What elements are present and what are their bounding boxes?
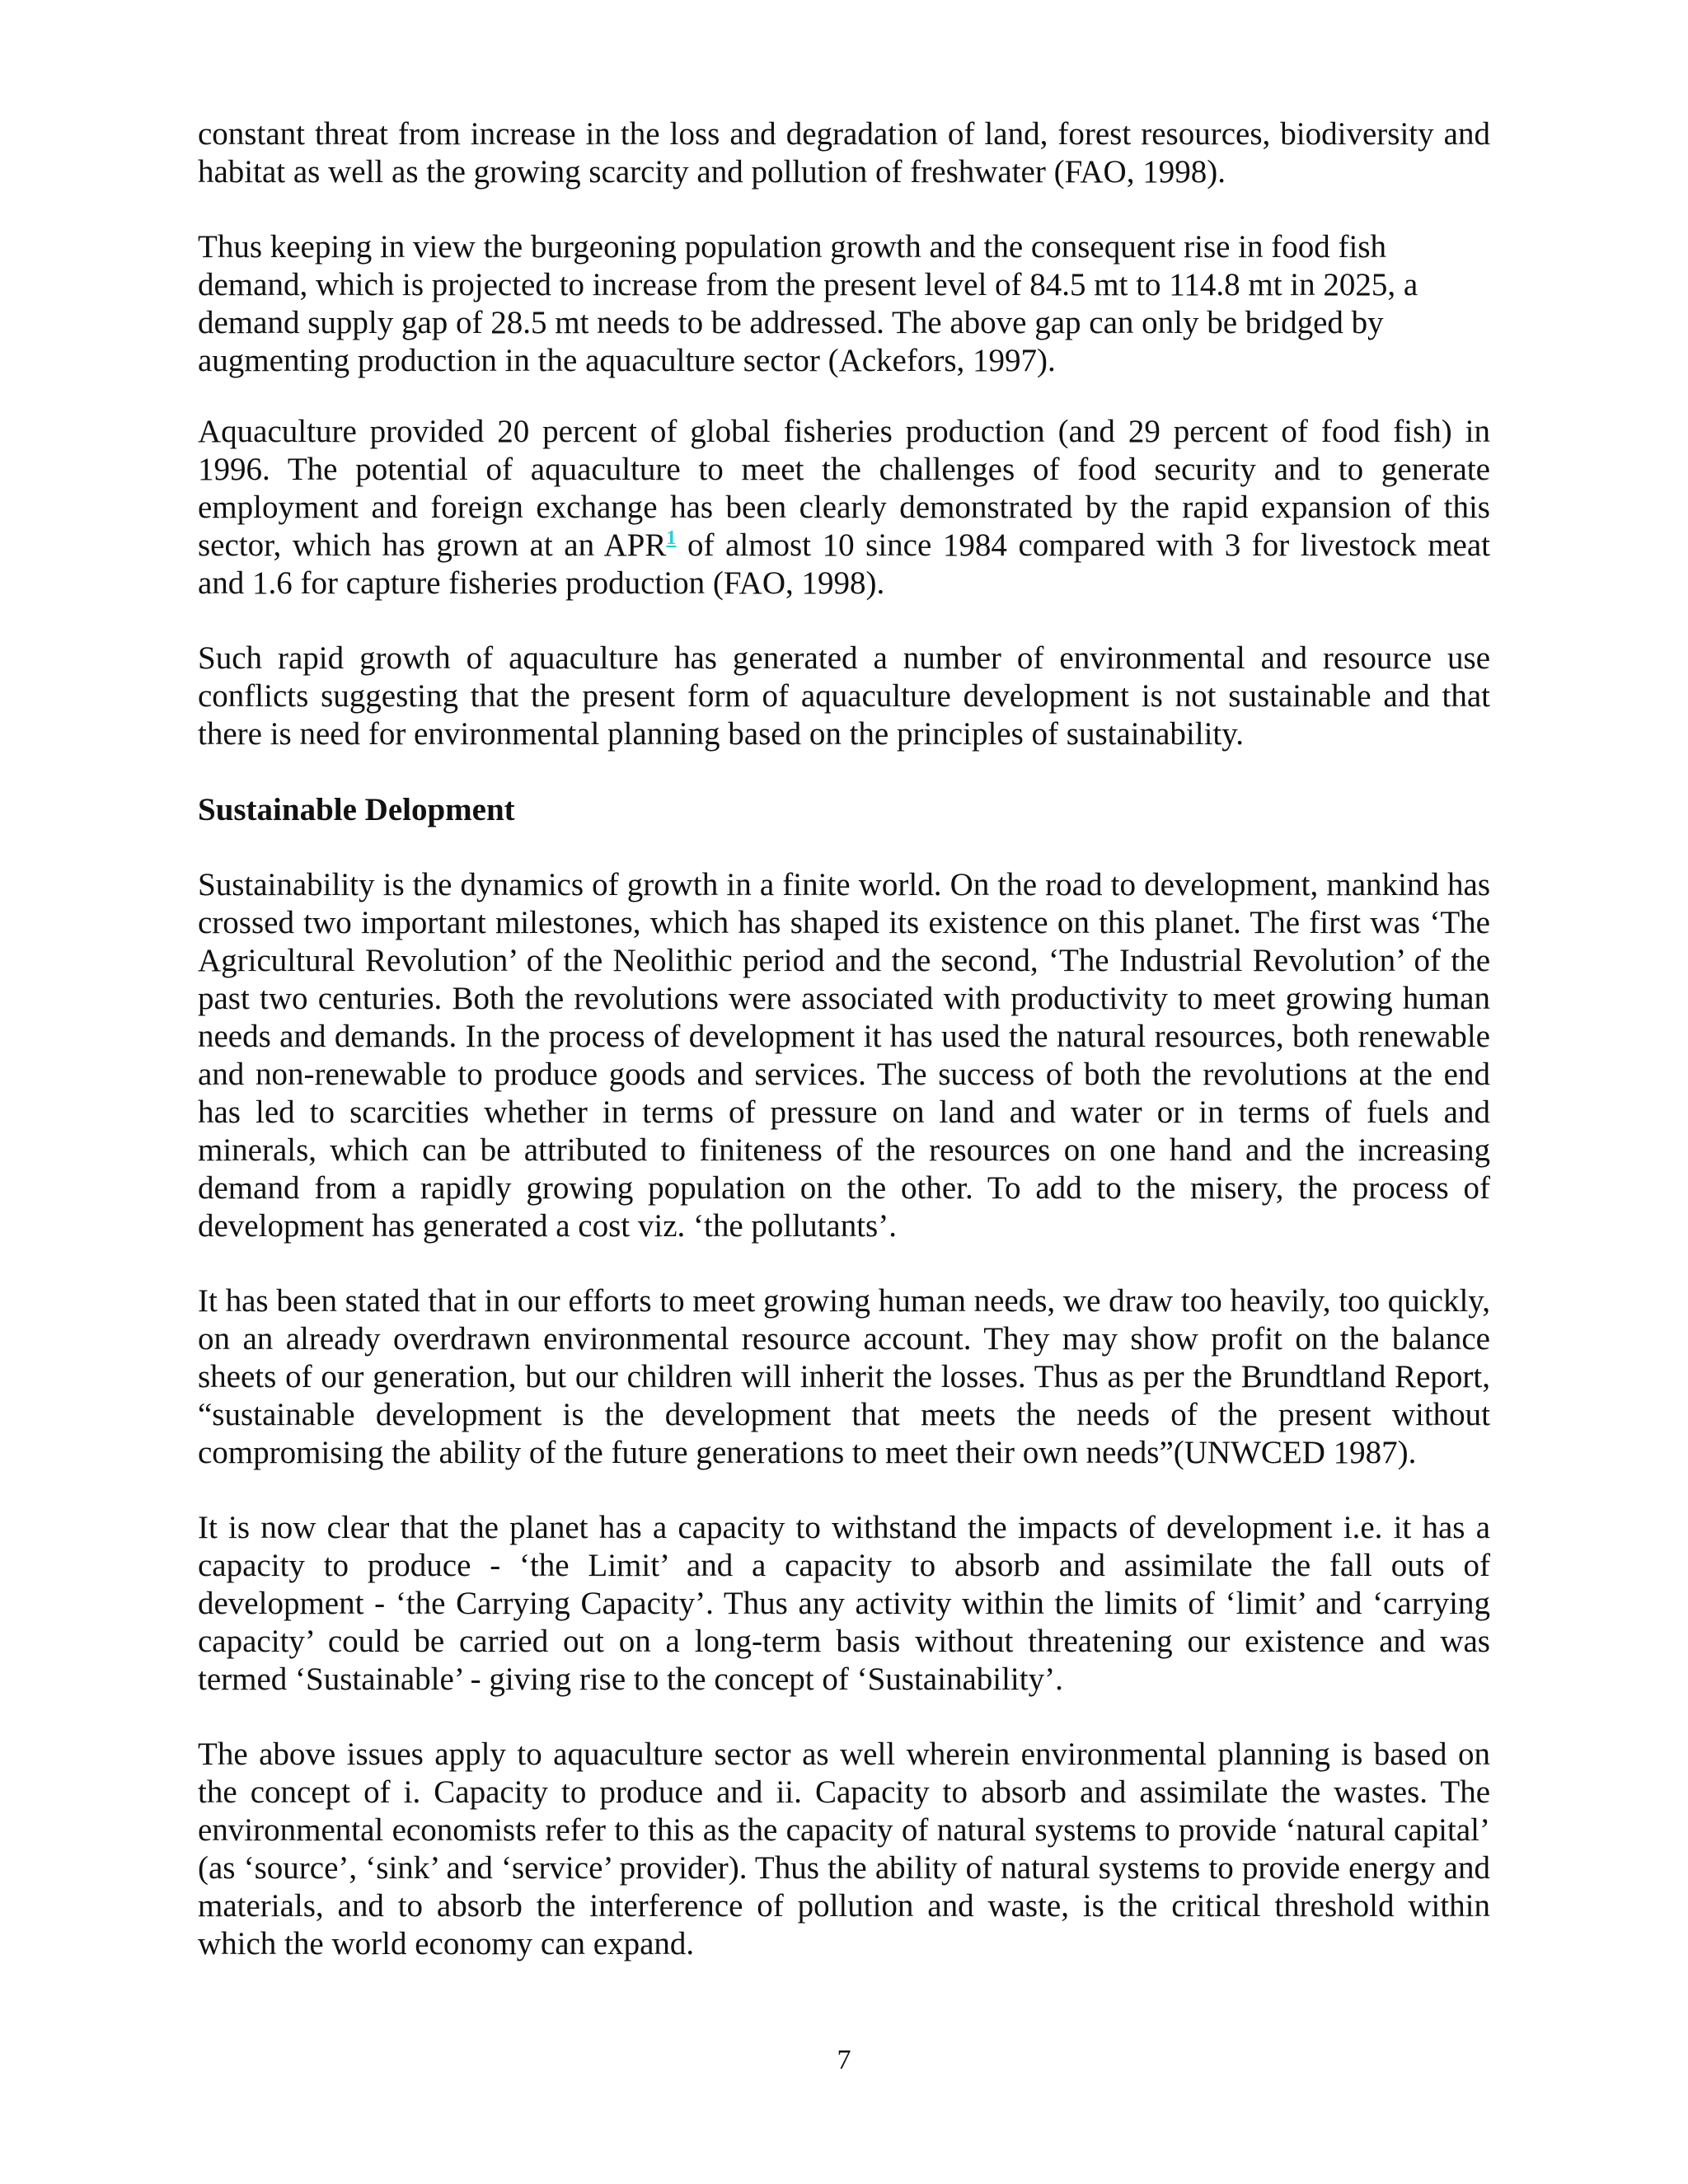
section-heading: Sustainable Delopment bbox=[198, 792, 515, 827]
footnote-link[interactable]: 1 bbox=[666, 527, 677, 549]
paragraph-carrying-capacity: It is now clear that the planet has a capacity to withstand the impacts of development i.e. it has a capacity to produce - ‘the Limit’ and a capacity to absorb and assimilate the fall outs of development - ‘the Carrying Capacity’. Thus any activity within the limits of ‘limit’ and ‘carrying capacity’ could be carried out on a long-term basis without threatening our existence and was termed ‘Sustainable’ - giving rise to the concept of ‘Sustainability’. bbox=[198, 1510, 1490, 1697]
paragraph-freshwater-threat: constant threat from increase in the loss and degradation of land, forest resources, biodiversity and habitat as well as the growing scarcity and pollution of freshwater (FAO, 1998). bbox=[198, 116, 1490, 190]
paragraph-rapid-growth: Such rapid growth of aquaculture has generated a number of environmental and resource use conflicts suggesting that the present form of aquaculture development is not sustainable and that there is need for environmental planning based on the principles of sustainability. bbox=[198, 640, 1490, 752]
paragraph-brundtland: It has been stated that in our efforts to meet growing human needs, we draw too heavily, too quickly, on an already overdrawn environmental resource account. They may show profit on the balance sheets of our generation, but our children will inherit the losses. Thus as per the Brundtland Report, “sustainable development is the development that meets the needs of the present without compromising the ability of the future generations to meet their own needs”(UNWCED 1987). bbox=[198, 1283, 1490, 1470]
paragraph-aquaculture-production-text: Aquaculture provided 20 percent of global fisheries production (and 29 percent of food fish) in 1996. The potential of aquaculture to meet the challenges of food security and to generate employment and foreign exchange has been clearly demonstrated by the rapid expansion of this sector, which has grown at an APR bbox=[198, 414, 1490, 563]
paragraph-aquaculture-production bbox=[198, 413, 1490, 602]
paragraph-aquaculture-production-text-end: of almost 10 since 1984 compared with 3 for livestock meat and 1.6 for capture fisheries production (FAO, 1998). bbox=[198, 527, 1490, 601]
document-body bbox=[198, 115, 1490, 1963]
page-number: 7 bbox=[837, 2045, 851, 2075]
paragraph-sustainability-dynamics: Sustainability is the dynamics of growth in a finite world. On the road to development, mankind has crossed two important milestones, which has shaped its existence on this planet. The first was ‘The Agricultural Revolution’ of the Neolithic period and the second, ‘The Industrial Revolution’ of the past two centuries. Both the revolutions were associated with productivity to meet growing human needs and demands. In the process of development it has used the natural resources, both renewable and non-renewable to produce goods and services. The success of both the revolutions at the end has led to scarcities whether in terms of pressure on land and water or in terms of fuels and minerals, which can be attributed to finiteness of the resources on one hand and the increasing demand from a rapidly growing population on the other. To add to the misery, the process of development has generated a cost viz. ‘the pollutants’. bbox=[198, 867, 1490, 1244]
paragraph-natural-capital: The above issues apply to aquaculture sector as well wherein environmental planning is based on the concept of i. Capacity to produce and ii. Capacity to absorb and assimilate the wastes. The environmental economists refer to this as the capacity of natural systems to provide ‘natural capital’ (as ‘source’, ‘sink’ and ‘service’ provider). Thus the ability of natural systems to provide energy and materials, and to absorb the interference of pollution and waste, is the critical threshold within which the world economy can expand. bbox=[198, 1736, 1490, 1961]
paragraph-fish-demand: Thus keeping in view the burgeoning population growth and the consequent rise in food fish demand, which is projected to increase from the present level of 84.5 mt to 114.8 mt in 2025, a demand supply gap of 28.5 mt needs to be addressed. The above gap can only be bridged by augmenting production in the aquaculture sector (Ackefors, 1997). bbox=[198, 229, 1418, 378]
